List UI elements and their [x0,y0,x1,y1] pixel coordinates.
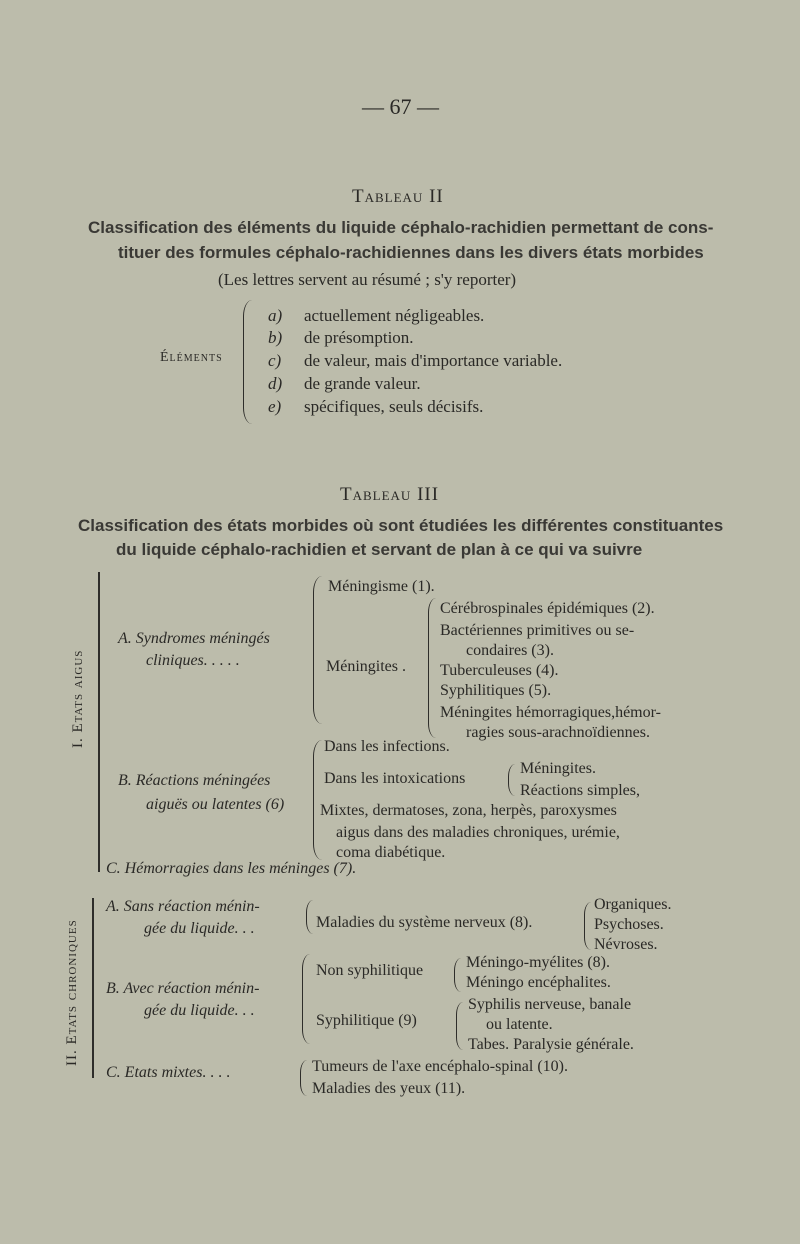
chron-B-line1: B. Avec réaction ménin- [106,980,260,997]
chron-C-item: Tumeurs de l'axe encéphalo-spinal (10). [312,1058,568,1075]
intoxications: Dans les intoxications [324,770,466,787]
intox-item: Réactions simples, [520,782,640,799]
chron-B-line2: gée du liquide. . . [144,1002,255,1019]
chron-C-line: C. Etats mixtes. . . . [106,1064,231,1081]
sn-item: Psychoses. [594,916,664,933]
element-letter-a: a) [268,306,283,325]
element-letter-b: b) [268,328,283,347]
non-syph-brace [454,958,461,992]
aigus-A-brace [313,576,322,724]
sn-brace [584,902,591,950]
aigus-C-line: C. Hémorragies dans les méninges (7). [106,860,357,877]
meningite-item: Méningites hémorragiques,hémor- [440,704,661,721]
element-text-b: de présomption. [304,328,414,347]
elements-brace [243,300,252,424]
tableau2-title: Tableau II [352,186,444,207]
aigus-B-brace [313,740,322,860]
etats-aigus-label: I. Etats aigus [70,649,86,748]
element-letter-c: c) [268,351,282,370]
meningites-label: Méningites . [326,658,406,675]
chron-A-line2: gée du liquide. . . [144,920,255,937]
meningite-item: Cérébrospinales épidémiques (2). [440,600,655,617]
intoxications-brace [508,764,515,796]
infections: Dans les infections. [324,738,450,755]
meningites-brace [428,598,436,738]
chron-C-brace [300,1060,307,1096]
tableau2-heading-line2: tituer des formules céphalo-rachidiennes dans les divers états morbides [118,243,704,262]
element-text-e: spécifiques, seuls décisifs. [304,397,484,416]
element-text-a: actuellement négligeables. [304,306,485,325]
syphilitique: Syphilitique (9) [316,1012,417,1029]
non-syph-item: Méningo-myélites (8). [466,954,610,971]
meningite-item: Bactériennes primitives ou se- [440,622,635,639]
meningisme: Méningisme (1). [328,578,435,595]
sn-item: Organiques. [594,896,672,913]
tableau3-heading-line2: du liquide céphalo-rachidien et servant de plan à ce qui va suivre [116,540,643,559]
mixtes-line: Mixtes, dermatoses, zona, herpès, paroxysmes [320,802,617,819]
meningite-item: Syphilitiques (5). [440,682,552,699]
intox-item: Méningites. [520,760,596,777]
etats-aigus-bracket [98,572,100,872]
mixtes-line: coma diabétique. [336,844,446,861]
meningite-item: condaires (3). [466,642,554,659]
syph-brace [456,1002,463,1050]
chron-B-brace [302,954,310,1044]
etats-chroniques-bracket [92,898,94,1078]
elements-label: Éléments [160,350,223,365]
chron-C-item: Maladies des yeux (11). [312,1080,466,1097]
page-number: — 67 — [362,94,439,119]
syph-item: ou latente. [486,1016,553,1033]
chron-A-line1: A. Sans réaction ménin- [106,898,260,915]
element-text-c: de valeur, mais d'importance variable. [304,351,563,370]
mixtes-line: aigus dans des maladies chroniques, urémie, [336,824,620,841]
tableau2-note: (Les lettres servent au résumé ; s'y reporter) [218,270,517,289]
aigus-B-line2: aiguës ou latentes (6) [146,796,285,813]
element-letter-d: d) [268,374,283,393]
tableau3-title: Tableau III [340,484,440,505]
systeme-nerveux: Maladies du système nerveux (8). [316,914,533,931]
syph-item: Syphilis nerveuse, banale [468,996,632,1013]
etats-chroniques-label: II. Etats chroniques [64,919,80,1066]
aigus-A-line1: A. Syndromes méningés [118,630,270,647]
tableau3-heading-line1: Classification des états morbides où sont étudiées les différentes constituantes [78,516,724,535]
aigus-A-line2: cliniques. . . . . [146,652,240,669]
chron-A-brace [306,900,313,934]
non-syphilitique: Non syphilitique [316,962,424,979]
element-text-d: de grande valeur. [304,374,421,393]
syph-item: Tabes. Paralysie générale. [468,1036,634,1053]
sn-item: Névroses. [594,936,658,953]
meningite-item: ragies sous-arachnoïdiennes. [466,724,650,741]
aigus-B-line1: B. Réactions méningées [118,772,271,789]
non-syph-item: Méningo encéphalites. [466,974,611,991]
tableau2-heading-line1: Classification des éléments du liquide céphalo-rachidien permettant de cons- [88,218,714,237]
element-letter-e: e) [268,397,282,416]
meningite-item: Tuberculeuses (4). [440,662,559,679]
